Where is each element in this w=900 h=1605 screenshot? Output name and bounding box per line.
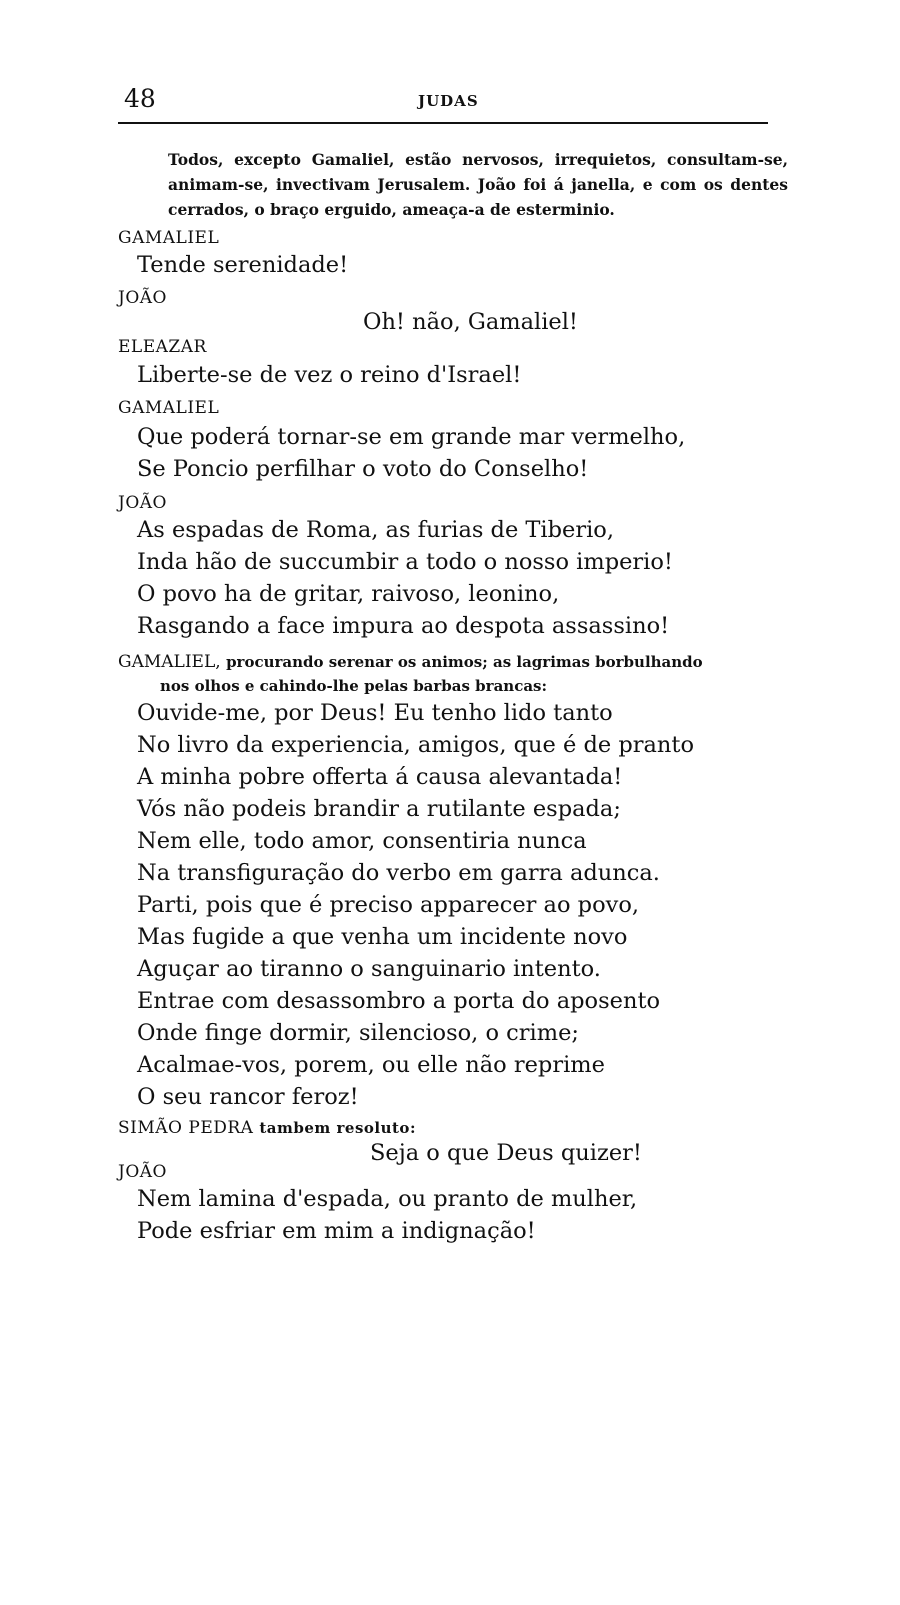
verse-line: Que poderá tornar-se em grande mar vermelho, [137,424,686,450]
opening-stage-direction: Todos, excepto Gamaliel, estão nervosos, irrequietos, consultam-se, animam-se, invectivam Jerusalem. João foi á janella, e com os dentes cerrados, o braço erguido, ameaça-a de esterminio. [168,150,788,219]
verse-line: Acalmae-vos, porem, ou elle não reprime [137,1052,605,1078]
running-title: JUDAS [418,92,479,110]
verse-line: As espadas de Roma, as furias de Tiberio, [137,517,614,543]
speaker-name: JOÃO [118,1162,167,1182]
speaker-name: JOÃO [118,493,167,513]
verse-line: O povo ha de gritar, raivoso, leonino, [137,581,560,607]
verse-line: Mas fugide a que venha um incidente novo [137,924,628,950]
verse-line: Liberte-se de vez o reino d'Israel! [137,362,522,388]
verse-line: Ouvide-me, por Deus! Eu tenho lido tanto [137,700,613,726]
verse-line: Nem lamina d'espada, ou pranto de mulher, [137,1186,638,1212]
verse-line: No livro da experiencia, amigos, que é de pranto [137,732,695,758]
verse-line: Pode esfriar em mim a indignação! [137,1218,536,1244]
verse-line: Vós não podeis brandir a rutilante espada; [137,796,621,822]
verse-line: Oh! não, Gamaliel! [363,309,578,335]
speaker-name: ELEAZAR [118,337,207,357]
speaker-name: GAMALIEL, [118,652,221,672]
speaker-direction-continued: nos olhos e cahindo-lhe pelas barbas brancas: [160,677,548,695]
speaker-with-direction [118,650,798,698]
speaker-name: GAMALIEL [118,228,220,248]
verse-line: Na transfiguração do verbo em garra adunca. [137,860,660,886]
verse-line: A minha pobre offerta á causa alevantada! [137,764,623,790]
speaker-with-direction [118,1118,416,1138]
verse-line: Tende serenidade! [137,252,349,278]
verse-line: Inda hão de succumbir a todo o nosso imperio! [137,549,673,575]
speaker-direction: tambem resoluto: [259,1119,416,1137]
verse-line: Parti, pois que é preciso apparecer ao povo, [137,892,640,918]
verse-line: Onde finge dormir, silencioso, o crime; [137,1020,579,1046]
speaker-name: JOÃO [118,288,167,308]
verse-line: Rasgando a face impura ao despota assassino! [137,613,670,639]
verse-line: Nem elle, todo amor, consentiria nunca [137,828,587,854]
verse-line: Entrae com desassombro a porta do aposento [137,988,661,1014]
verse-line: Aguçar ao tiranno o sanguinario intento. [137,956,601,982]
page-header [118,84,768,120]
header-rule [118,122,768,124]
verse-line: O seu rancor feroz! [137,1084,359,1110]
verse-line: Seja o que Deus quizer! [370,1140,642,1166]
page-number: 48 [124,84,156,113]
verse-line: Se Poncio perfilhar o voto do Conselho! [137,456,589,482]
speaker-direction: procurando serenar os animos; as lagrimas borbulhando [226,653,703,671]
speaker-name: GAMALIEL [118,398,220,418]
speaker-name: SIMÃO PEDRA [118,1118,254,1138]
